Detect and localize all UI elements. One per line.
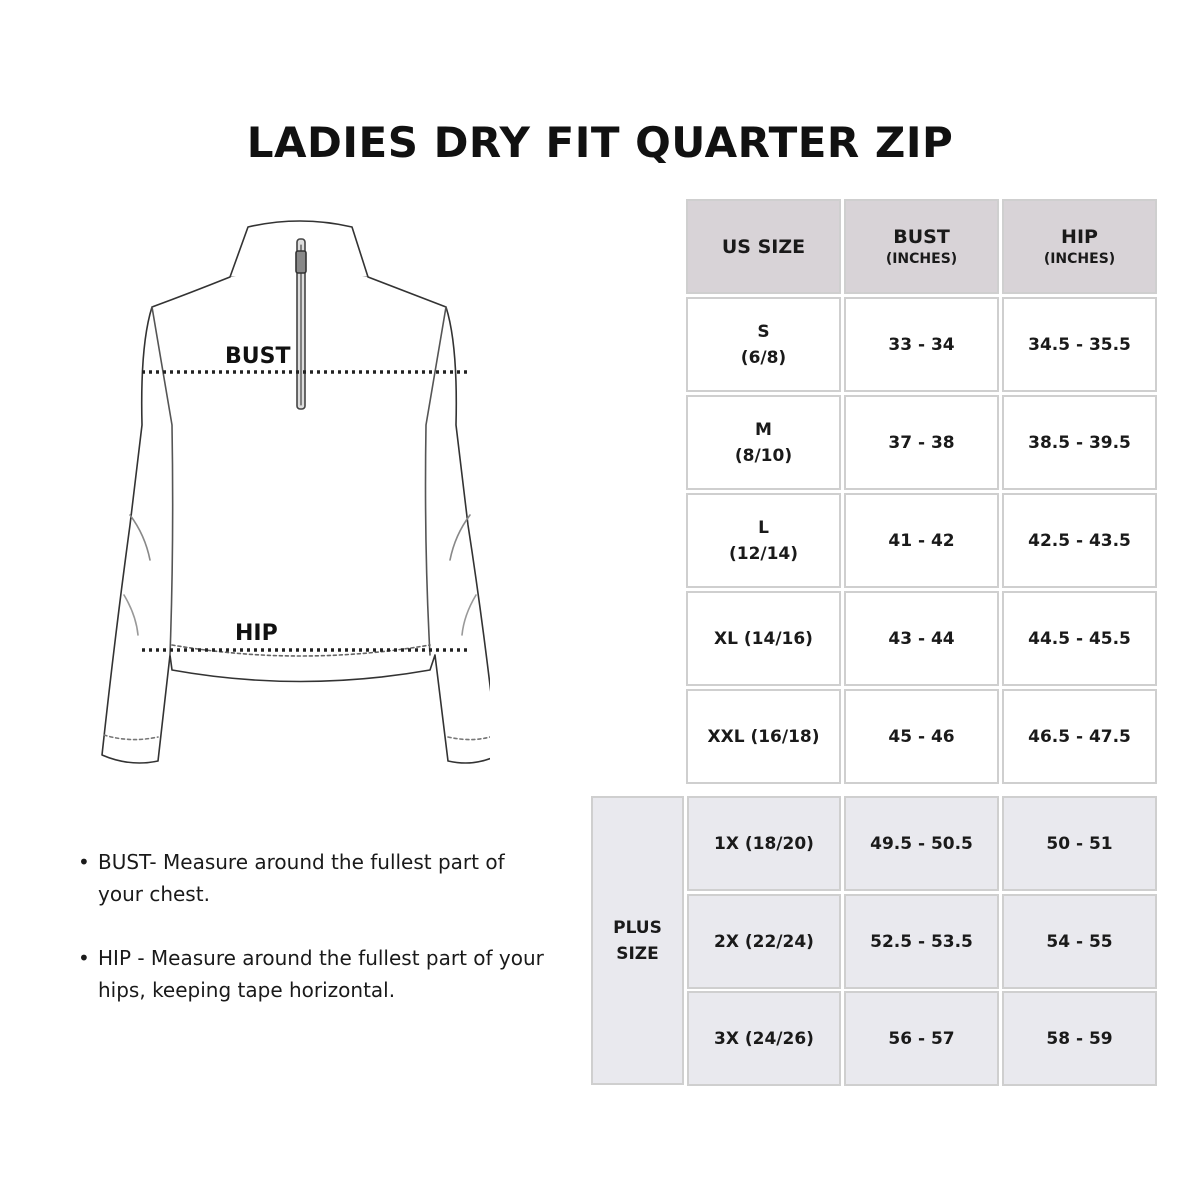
table-row-size: L (12/14) [686,493,841,588]
table-row-hip: 54 - 55 [1002,894,1157,989]
table-row-bust: 43 - 44 [844,591,999,686]
table-row-bust: 37 - 38 [844,395,999,490]
table-row-hip: 46.5 - 47.5 [1002,689,1157,784]
table-row-hip: 42.5 - 43.5 [1002,493,1157,588]
table-row-bust: 49.5 - 50.5 [844,796,999,891]
table-row-hip: 50 - 51 [1002,796,1157,891]
table-row-bust: 45 - 46 [844,689,999,784]
table-row-hip: 44.5 - 45.5 [1002,591,1157,686]
note-bust: • BUST- Measure around the fullest part of your chest. [78,846,548,910]
header-us-size: US SIZE [686,199,841,294]
header-bust: BUST (INCHES) [844,199,999,294]
quarter-zip-sketch-icon [90,215,490,775]
hip-label: HIP [235,621,278,646]
table-row-bust: 41 - 42 [844,493,999,588]
table-row-size: 3X (24/26) [687,991,841,1086]
header-hip: HIP (INCHES) [1002,199,1157,294]
table-row-bust: 33 - 34 [844,297,999,392]
table-row-bust: 56 - 57 [844,991,999,1086]
table-row-hip: 34.5 - 35.5 [1002,297,1157,392]
table-row-hip: 58 - 59 [1002,991,1157,1086]
garment-illustration [90,215,490,775]
table-row-bust: 52.5 - 53.5 [844,894,999,989]
plus-size-label: PLUS SIZE [591,796,684,1085]
measurement-notes [78,846,548,1038]
bullet-icon: • [78,946,90,970]
table-row-size: S (6/8) [686,297,841,392]
page-title: LADIES DRY FIT QUARTER ZIP [246,118,954,167]
table-row-hip: 38.5 - 39.5 [1002,395,1157,490]
table-row-size: XXL (16/18) [686,689,841,784]
table-row-size: M (8/10) [686,395,841,490]
table-row-size: XL (14/16) [686,591,841,686]
bust-label: BUST [225,344,291,369]
table-row-size: 2X (22/24) [687,894,841,989]
bullet-icon: • [78,850,90,874]
note-hip: • HIP - Measure around the fullest part of your hips, keeping tape horizontal. [78,942,548,1006]
table-row-size: 1X (18/20) [687,796,841,891]
